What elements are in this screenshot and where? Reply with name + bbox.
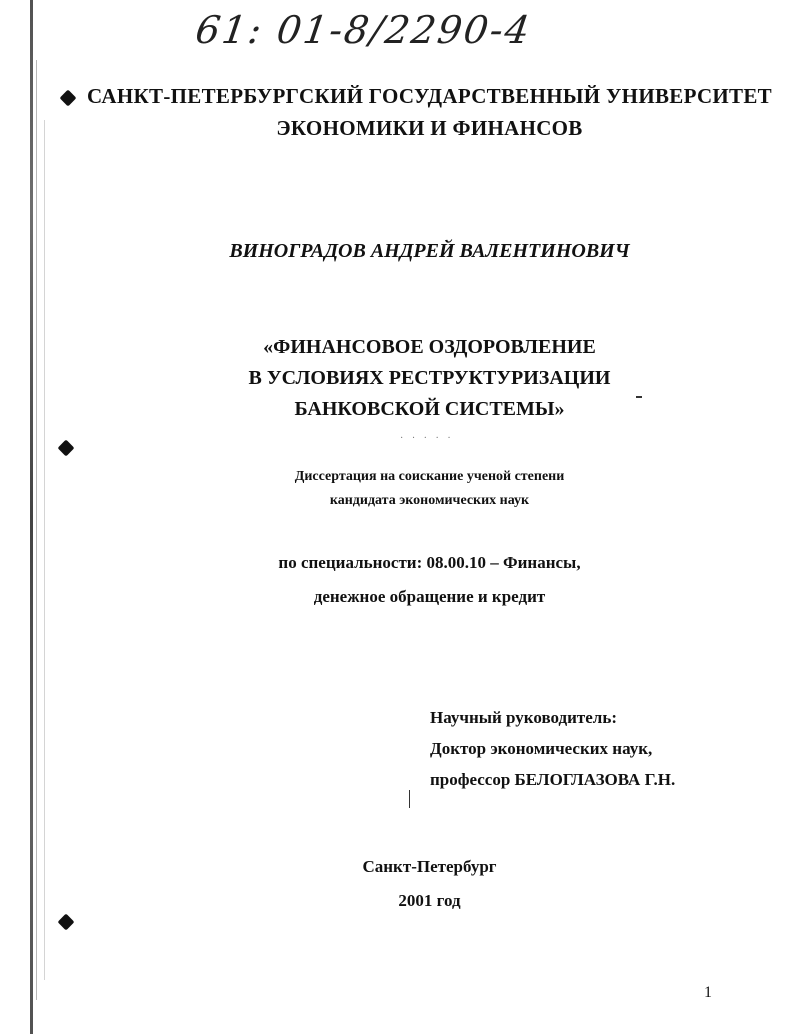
supervisor-block — [430, 702, 675, 795]
supervisor-line-3: профессор БЕЛОГЛАЗОВА Г.Н. — [430, 770, 676, 789]
university-line-1: САНКТ-ПЕТЕРБУРГСКИЙ ГОСУДАРСТВЕННЫЙ УНИВЕРСИТЕТ — [87, 84, 772, 108]
university-line-2: ЭКОНОМИКИ И ФИНАНСОВ — [276, 116, 583, 140]
scan-specks: · · · · · — [400, 433, 454, 444]
page-number: 1 — [704, 984, 712, 1001]
place-and-year — [30, 850, 799, 918]
city: Санкт-Петербург — [362, 857, 497, 876]
title-line-1: «ФИНАНСОВОЕ ОЗДОРОВЛЕНИЕ — [263, 336, 596, 358]
university-name — [0, 80, 799, 144]
supervisor-line-1: Научный руководитель: — [430, 708, 617, 727]
dissertation-title — [30, 332, 799, 425]
specialty — [30, 546, 799, 614]
title-line-2: В УСЛОВИЯХ РЕСТРУКТУРИЗАЦИИ — [248, 367, 611, 389]
specialty-line-2: денежное обращение и кредит — [313, 587, 546, 606]
scan-speck — [409, 790, 410, 808]
specialty-line-1: по специальности: 08.00.10 – Финансы, — [278, 553, 581, 572]
degree-line-2: кандидата экономических наук — [329, 493, 530, 508]
degree-statement — [30, 465, 799, 513]
title-line-3: БАНКОВСКОЙ СИСТЕМЫ» — [294, 398, 565, 420]
year: 2001 год — [398, 891, 461, 910]
author-name: ВИНОГРАДОВ АНДРЕЙ ВАЛЕНТИНОВИЧ — [229, 240, 630, 262]
supervisor-line-2: Доктор экономических наук, — [430, 739, 653, 758]
punch-hole-mark — [58, 440, 75, 457]
scan-speck — [636, 396, 642, 398]
degree-line-1: Диссертация на соискание ученой степени — [294, 469, 565, 484]
handwritten-archive-code: 61: 01-8/2290-4 — [192, 8, 535, 52]
